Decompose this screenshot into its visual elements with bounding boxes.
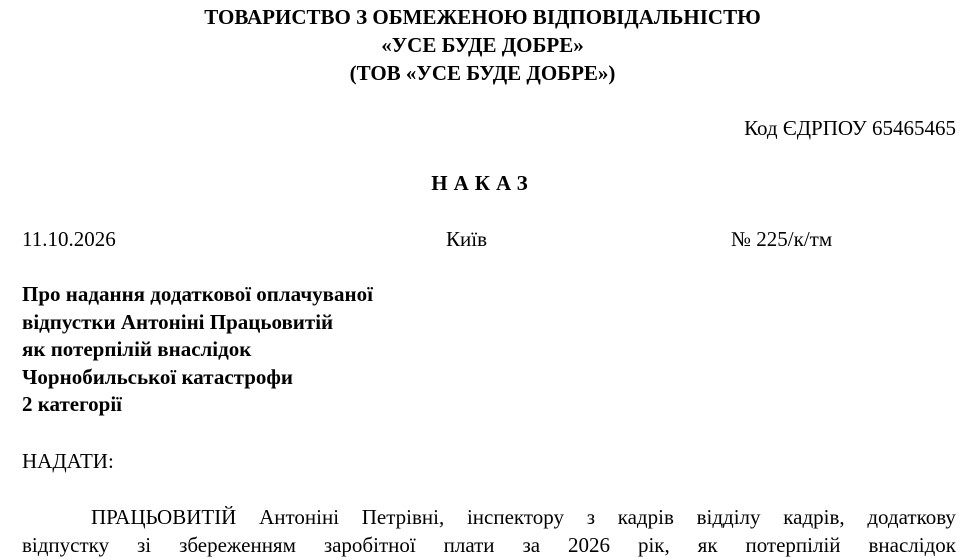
order-number: № 225/к/тм	[731, 227, 833, 251]
edrpou-code: Код ЄДРПОУ 65465465	[744, 116, 956, 140]
subject-line: відпустки Антоніні Працьовитій	[22, 309, 334, 334]
body-word: заробітної	[323, 533, 416, 557]
body-word: ПРАЦЬОВИТІЙ	[91, 505, 237, 529]
organization-short-name: (ТОВ «УСЕ БУДЕ ДОБРЕ»)	[349, 61, 616, 85]
subject-line: як потерпілій внаслідок	[22, 337, 252, 361]
order-subject	[22, 281, 373, 419]
body-word: відпустку	[22, 533, 110, 557]
body-word: 2026	[568, 533, 611, 557]
body-word: інспектору	[466, 505, 564, 529]
body-word: з	[586, 505, 595, 529]
body-word: Антоніні	[259, 505, 340, 529]
body-word: відділу	[696, 505, 761, 529]
body-word: як	[697, 533, 718, 557]
grant-heading: НАДАТИ:	[22, 449, 114, 473]
body-word: кадрів	[617, 505, 674, 529]
subject-line: Про надання додаткової оплачуваної	[22, 282, 373, 306]
body-word: кадрів,	[783, 505, 845, 529]
body-word: потерпілій	[745, 533, 841, 557]
subject-line: Чорнобильської катастрофи	[22, 364, 294, 389]
organization-name-line2: «УСЕ БУДЕ ДОБРЕ»	[381, 33, 584, 57]
body-word: зі	[137, 533, 152, 557]
body-word: додаткову	[867, 505, 956, 529]
subject-line: 2 категорії	[22, 392, 122, 416]
order-city: Київ	[446, 227, 487, 251]
organization-header	[0, 3, 965, 87]
order-body-paragraph	[22, 503, 956, 559]
order-date: 11.10.2026	[22, 227, 116, 251]
body-word: внаслідок	[868, 533, 956, 557]
organization-name-line1: ТОВАРИСТВО З ОБМЕЖЕНОЮ ВІДПОВІДАЛЬНІСТЮ	[204, 5, 761, 29]
body-word: плати	[443, 533, 495, 557]
body-word: збереженням	[179, 533, 296, 557]
body-word: за	[522, 533, 541, 557]
body-line-1	[22, 503, 956, 531]
document-title: НАКАЗ	[431, 171, 534, 195]
body-word: Петрівні,	[361, 505, 445, 529]
body-word: рік,	[637, 533, 670, 557]
